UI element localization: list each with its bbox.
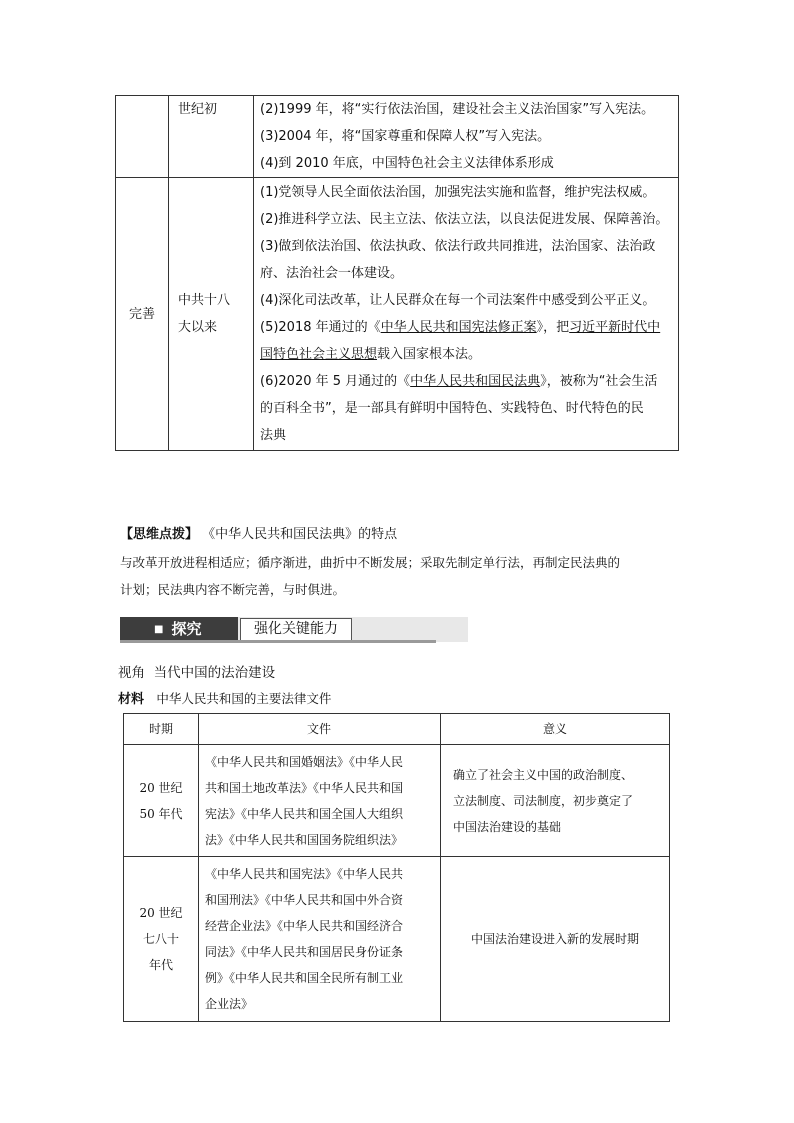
content-cell <box>254 178 679 451</box>
period-text: 50 年代 <box>139 806 183 821</box>
perspective-line <box>118 661 275 681</box>
column-header: 时期 <box>124 714 199 745</box>
section-label: 探究 <box>171 620 202 638</box>
file-line: 企业法》 <box>205 997 254 1011</box>
file-line: 宪法》《中华人民共和国全国人大组织 <box>205 806 404 821</box>
meaning-line: 中国法治建设的基础 <box>453 819 562 834</box>
list-item: 法典 <box>260 428 287 443</box>
meaning-line: 立法制度、司法制度，初步奠定了 <box>453 793 634 808</box>
file-line: 和国刑法》《中华人民共和国中外合资 <box>205 893 404 907</box>
period-cell <box>124 745 199 857</box>
square-bullet-icon: ■ <box>154 624 164 635</box>
thinking-body <box>120 549 620 603</box>
file-line: 法》《中华人民共和国国务院组织法》 <box>205 832 404 847</box>
list-item: (4)深化司法改革，让人民群众在每一个司法案件中感受到公平正义。 <box>260 293 656 308</box>
period-text: 20 世纪 <box>139 906 183 920</box>
list-item <box>260 341 674 368</box>
item-text: (5)2018 年通过的《 <box>260 320 381 335</box>
content-cell <box>254 96 679 178</box>
table-row <box>124 745 670 857</box>
file-line: 共和国土地改革法》《中华人民共和国 <box>205 780 404 795</box>
law-documents-table <box>123 713 670 1022</box>
stage-cell <box>116 96 169 178</box>
table-header-row <box>124 714 670 745</box>
period-cell <box>124 857 199 1022</box>
file-line: 《中华人民共和国宪法》《中华人民共 <box>205 867 404 881</box>
list-item: (1)党领导人民全面依法治国，加强宪法实施和监督，维护宪法权威。 <box>260 185 656 200</box>
period-cell <box>169 96 254 178</box>
underlined-text: 习近平新时代中 <box>569 320 661 335</box>
meaning-line: 中国法治建设进入新的发展时期 <box>470 932 639 946</box>
section-label-box <box>120 617 238 642</box>
file-line: 例》《中华人民共和国全民所有制工业 <box>205 971 404 985</box>
perspective-label: 视角 <box>118 665 145 681</box>
period-text: 年代 <box>148 958 173 972</box>
thinking-tag: 【思维点拨】 <box>120 527 199 542</box>
list-item: 的百科全书”，是一部具有鲜明中国特色、实践特色、时代特色的民 <box>260 401 644 416</box>
list-item <box>260 368 674 395</box>
section-bar <box>120 617 436 642</box>
table-row <box>116 96 679 178</box>
list-item: (3)做到依法治国、依法执政、依法行政共同推进，法治国家、法治政 <box>260 239 656 254</box>
thinking-heading <box>120 523 397 542</box>
item-text: (6)2020 年 5 月通过的《 <box>260 374 411 389</box>
file-cell <box>199 857 441 1022</box>
thinking-title: 《中华人民共和国民法典》的特点 <box>202 527 398 542</box>
file-line: 经营企业法》《中华人民共和国经济合 <box>205 919 404 933</box>
item-text: 》，把 <box>536 320 570 335</box>
file-line: 同法》《中华人民共和国居民身份证条 <box>205 945 404 959</box>
paragraph-line: 计划；民法典内容不断完善，与时俱进。 <box>120 582 346 597</box>
list-item: (4)到 2010 年底，中国特色社会主义法律体系形成 <box>260 156 554 171</box>
list-item: (3)2004 年，将“国家尊重和保障人权”写入宪法。 <box>260 129 551 144</box>
period-cell <box>169 178 254 451</box>
underlined-text: 国特色社会主义思想 <box>260 347 378 362</box>
stage-cell: 完善 <box>116 178 169 451</box>
meaning-cell <box>441 745 670 857</box>
period-text: 世纪初 <box>178 102 218 117</box>
file-line: 《中华人民共和国婚姻法》《中华人民 <box>205 754 404 769</box>
period-text: 20 世纪 <box>139 780 183 795</box>
table-row <box>124 857 670 1022</box>
item-text: 载入国家根本法。 <box>377 347 482 362</box>
column-header: 文件 <box>199 714 441 745</box>
list-item: 府、法治社会一体建设。 <box>260 266 404 281</box>
underlined-text: 中华人民共和国民法典 <box>410 374 541 389</box>
list-item <box>260 314 674 341</box>
period-text: 中共十八 <box>178 293 231 308</box>
meaning-cell <box>441 857 670 1022</box>
paragraph-line: 与改革开放进程相适应；循序渐进，曲折中不断发展；采取先制定单行法，再制定民法典的 <box>120 555 621 570</box>
material-label: 材料 <box>118 692 145 707</box>
section-tag: 强化关键能力 <box>240 618 352 641</box>
material-text: 中华人民共和国的主要法律文件 <box>156 691 332 706</box>
period-text: 大以来 <box>178 320 218 335</box>
perspective-text: 当代中国的法治建设 <box>153 665 276 681</box>
legal-development-table <box>115 95 679 451</box>
underlined-text: 中华人民共和国宪法修正案 <box>380 320 537 335</box>
period-text: 七八十 <box>142 932 179 946</box>
table-row <box>116 178 679 451</box>
meaning-line: 确立了社会主义中国的政治制度、 <box>453 767 634 782</box>
file-cell <box>199 745 441 857</box>
item-text: 》，被称为“社会生活 <box>540 374 658 389</box>
list-item: (2)推进科学立法、民主立法、依法立法，以良法促进发展、保障善治。 <box>260 212 669 227</box>
section-underline <box>120 640 436 643</box>
column-header: 意义 <box>441 714 670 745</box>
material-line <box>118 688 331 707</box>
list-item: (2)1999 年，将“实行依法治国，建设社会主义法治国家”写入宪法。 <box>260 102 655 117</box>
